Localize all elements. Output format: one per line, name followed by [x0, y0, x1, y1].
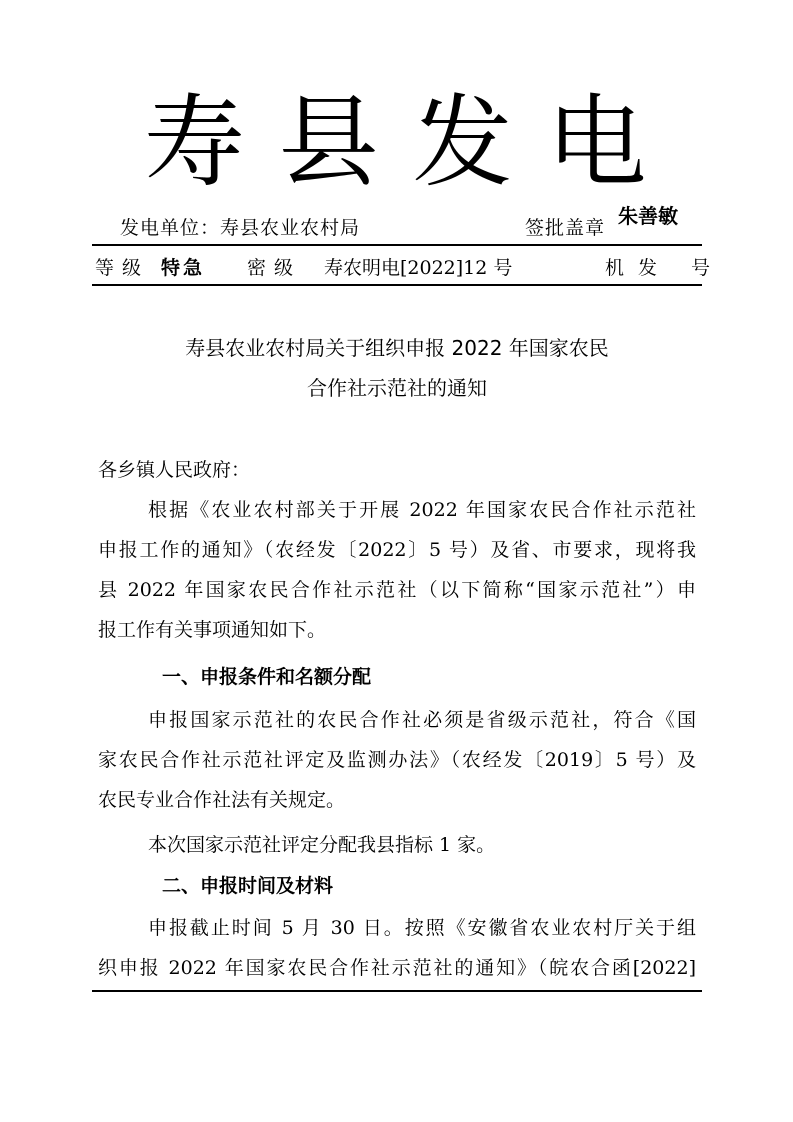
salutation: 各乡镇人民政府：	[98, 459, 251, 481]
document-title-line-1: 寿县农业农村局关于组织申报 2022 年国家农民	[185, 336, 609, 360]
section-heading-2: 二、申报时间及材料	[162, 875, 334, 897]
header-divider-top	[92, 244, 702, 246]
paragraph-line: 根据《农业农村部关于开展 2022 年国家农民合作社示范社	[148, 499, 696, 521]
grade-value: 特急	[161, 257, 206, 279]
paragraph-line: 织申报 2022 年国家农民合作社示范社的通知》（皖农合函[2022]	[98, 957, 696, 979]
header-divider-bottom	[92, 284, 702, 286]
section-heading-1: 一、申报条件和名额分配	[162, 666, 372, 688]
telegram-title: 寿县发电	[144, 84, 681, 201]
document-title-line-2: 合作社示范社的通知	[307, 376, 487, 400]
document-number: 寿农明电[2022]12 号	[324, 257, 513, 279]
sender-unit: 发电单位：寿县农业农村局	[120, 217, 361, 239]
sender-row	[92, 204, 702, 242]
grade-label: 等级	[95, 257, 150, 279]
paragraph-line: 农民专业合作社法有关规定。	[98, 789, 346, 811]
secret-label: 密级	[247, 257, 302, 279]
paragraph-line: 报工作有关事项通知如下。	[98, 619, 327, 641]
paragraph-line: 家农民合作社示范社评定及监测办法》（农经发〔2019〕5 号）及	[98, 749, 696, 771]
paragraph-line: 申报截止时间 5 月 30 日。按照《安徽省农业农村厅关于组	[148, 917, 696, 939]
paragraph-line: 申报国家示范社的农民合作社必须是省级示范社，符合《国	[148, 709, 696, 731]
machine-number: 机发 号	[605, 257, 725, 279]
grade-row	[92, 254, 725, 282]
sign-label: 签批盖章	[525, 217, 606, 239]
paragraph-line: 县 2022 年国家农民合作社示范社（以下简称“国家示范社”）申	[98, 579, 696, 601]
paragraph-line: 申报工作的通知》（农经发〔2022〕5 号）及省、市要求，现将我	[98, 539, 696, 561]
signer-name: 朱善敏	[618, 204, 678, 228]
footer-divider	[92, 990, 702, 992]
paragraph-line: 本次国家示范社评定分配我县指标 1 家。	[148, 834, 496, 856]
